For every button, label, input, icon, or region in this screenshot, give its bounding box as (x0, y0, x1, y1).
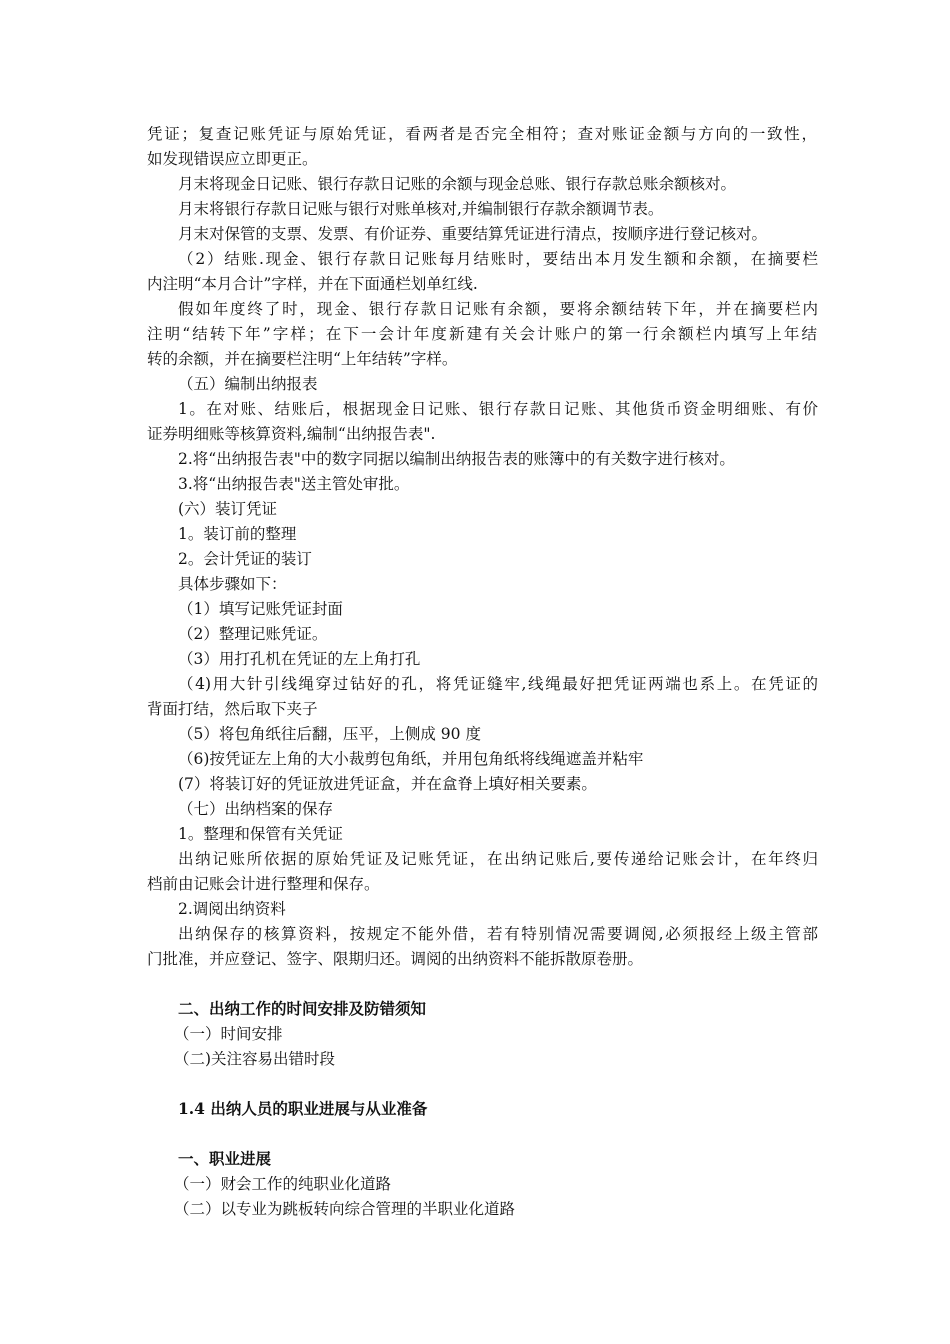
chapter-heading: 1.4 出纳人员的职业进展与从业准备 (178, 1099, 428, 1118)
list-item: （3）用打孔机在凭证的左上角打孔 (178, 650, 421, 668)
section-heading: (六）装订凭证 (178, 500, 278, 518)
text-line: 内注明“本月合计”字样，并在下面通栏划单红线. (147, 275, 478, 293)
section-heading: （七）出纳档案的保存 (178, 800, 334, 818)
section-heading: （二）以专业为跳板转向综合管理的半职业化道路 (174, 1200, 516, 1218)
text-line: 具体步骤如下： (178, 575, 287, 593)
text-line: 1。在对账、结账后，根据现金日记账、银行存款日记账、其他货币资金明细账、有价 (178, 400, 818, 418)
list-item: （2）整理记账凭证。 (178, 625, 328, 643)
section-heading: （二)关注容易出错时段 (174, 1050, 336, 1068)
section-heading: （五）编制出纳报表 (178, 375, 318, 393)
list-item: （1）填写记账凭证封面 (178, 600, 343, 618)
text-line: 出纳保存的核算资料，按规定不能外借，若有特别情况需要调阅,必须报经上级主管部 (178, 925, 818, 943)
text-line: 注明“结转下年”字样；在下一会计年度新建有关会计账户的第一行余额栏内填写上年结 (147, 325, 817, 343)
text-line: 1。装订前的整理 (178, 525, 297, 543)
text-line: 月末对保管的支票、发票、有价证券、重要结算凭证进行清点，按顺序进行登记核对。 (178, 225, 768, 243)
list-item: （6)按凭证左上角的大小裁剪包角纸，并用包角纸将线绳遮盖并粘牢 (178, 750, 644, 768)
text-line: 2.调阅出纳资料 (178, 900, 286, 918)
text-line: （2）结账.现金、银行存款日记账每月结账时，要结出本月发生额和余额，在摘要栏 (178, 250, 818, 268)
chapter-heading: 一、职业进展 (178, 1149, 272, 1168)
text-line: 出纳记账所依据的原始凭证及记账凭证，在出纳记账后,要传递给记账会计，在年终归 (178, 850, 818, 868)
chapter-heading: 二、出纳工作的时间安排及防错须知 (178, 999, 427, 1018)
list-item: (7）将装订好的凭证放进凭证盒，并在盒脊上填好相关要素。 (178, 775, 597, 793)
text-line: 假如年度终了时，现金、银行存款日记账有余额，要将余额结转下年，并在摘要栏内 (178, 300, 818, 318)
list-item: （5）将包角纸往后翻，压平，上侧成 90 度 (178, 725, 481, 743)
text-line: 1。整理和保管有关凭证 (178, 825, 343, 843)
text-line: 证券明细账等核算资料,编制“出纳报告表". (147, 425, 436, 443)
text-line: 月末将现金日记账、银行存款日记账的余额与现金总账、银行存款总账余额核对。 (178, 175, 737, 193)
text-line: 月末将银行存款日记账与银行对账单核对,并编制银行存款余额调节表。 (178, 200, 664, 218)
text-line: 档前由记账会计进行整理和保存。 (147, 875, 380, 893)
text-line: 转的余额，并在摘要栏注明“上年结转”字样。 (147, 350, 458, 368)
section-heading: （一）时间安排 (174, 1025, 283, 1043)
text-line: 3.将“出纳报告表"送主管处审批。 (178, 475, 410, 493)
text-line: 凭证；复查记账凭证与原始凭证，看两者是否完全相符；查对账证金额与方向的一致性， (147, 125, 817, 143)
section-heading: （一）财会工作的纯职业化道路 (174, 1175, 392, 1193)
text-line: 如发现错误应立即更正。 (147, 150, 318, 168)
list-item: （4)用大针引线绳穿过钻好的孔，将凭证缝牢,线绳最好把凭证两端也系上。在凭证的 (178, 675, 818, 693)
text-line: 2。会计凭证的装订 (178, 550, 312, 568)
text-line: 门批准，并应登记、签字、限期归还。调阅的出纳资料不能拆散原卷册。 (147, 950, 644, 968)
text-line: 背面打结，然后取下夹子 (147, 700, 318, 718)
text-line: 2.将“出纳报告表"中的数字同据以编制出纳报告表的账簿中的有关数字进行核对。 (178, 450, 735, 468)
